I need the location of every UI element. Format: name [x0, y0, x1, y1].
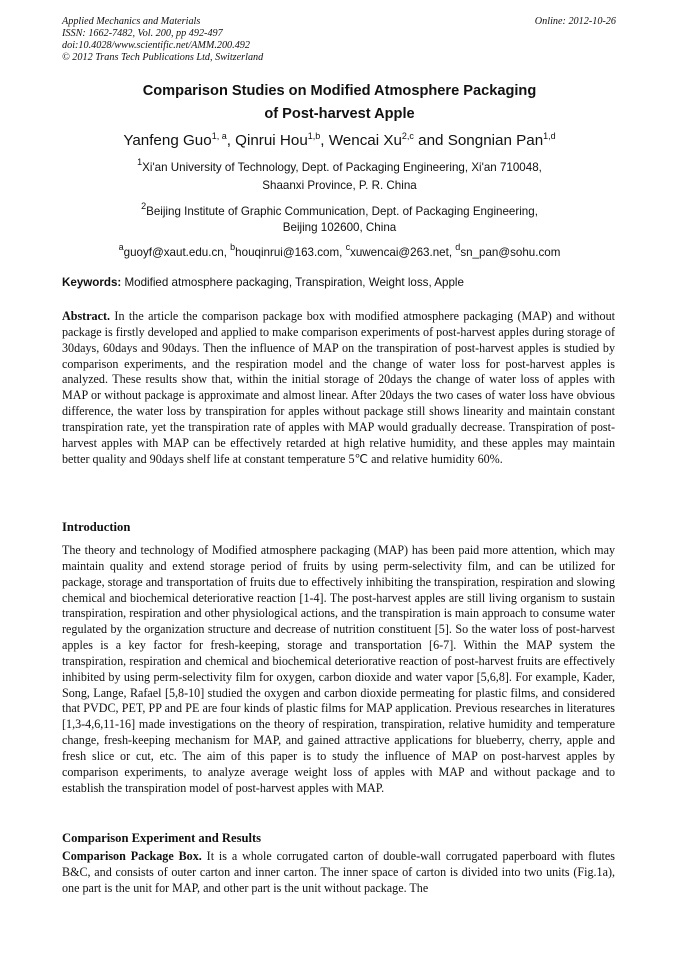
doi-line: doi:10.4028/www.scientific.net/AMM.200.492 — [62, 40, 250, 51]
section-heading-introduction: Introduction — [62, 520, 131, 534]
paper-title-line-1: Comparison Studies on Modified Atmosphere Packaging — [142, 83, 537, 99]
affiliation-1-line-2: Shaanxi Province, P. R. China — [262, 179, 417, 192]
email-sup: c — [345, 242, 351, 252]
email-address: sn_pan@sohu.com — [460, 246, 561, 259]
author-name: Wencai Xu — [328, 132, 402, 149]
affiliation-sup: 1 — [137, 157, 143, 167]
affiliation-text: Beijing Institute of Graphic Communication, Dept. of Packaging Engineering, — [146, 205, 538, 218]
issn-line: ISSN: 1662-7482, Vol. 200, pp 492-497 — [62, 28, 223, 39]
journal-info — [62, 16, 263, 64]
introduction-paragraph: The theory and technology of Modified atmosphere packaging (MAP) has been paid more attention, which may maintain quality and extend storage period of fruits by using perm-selectivity film, and can be utilized for package, storage and transportation of fruits due to effectively inhibiting the transpiration, respiration and slowing chemical and biochemical deteriorative reaction [1-4]. The post-harvest apples are still living organism to sustain transpiration, respiration and other physiological actions, and the transpiration is main approach to consume water regulated by the organization structure and decrease of nutrition constituent [5]. So the water loss of post-harvest apples is a key factor for fresh-keeping, storage and transportation [6-7]. Within the MAP system the transpiration, respiration and chemical and biochemical deteriorative reaction of post-harvest fruits are effectively inhibited by using perm-selectivity film for oxygen, carbon dioxide and water vapor [5,6,8]. For example, Kader, Song, Lange, Rafael [5,8-10] studied the oxygen and carbon dioxide permeating for plastic films, and considered that PVDC, PET, PP and PE are four kinds of plastic films for MAP application. Previous researches in literatures [1,3-4,6,11-16] made investigations on the theory of respiration, transpiration, relative humidity and temperature change, fresh-keeping mechanism for MAP, and gained attractive applications for blueberry, cherry, apple and fresh slice or cut, etc. The aim of this paper is to study the influence of MAP on post-harvest apples by comparison experiments, to analyze average weight loss of apples with MAP and without package and to establish the transpiration model of post-harvest apples with MAP. — [62, 543, 615, 795]
affiliation-2-line-2: Beijing 102600, China — [282, 221, 397, 234]
email-sup: a — [118, 242, 124, 252]
author-name: Qinrui Hou — [235, 132, 308, 149]
author-sup: 1, a — [211, 131, 227, 141]
author-name: Songnian Pan — [447, 132, 544, 149]
author-name: Yanfeng Guo — [123, 132, 212, 149]
email-address: guoyf@xaut.edu.cn, — [123, 246, 231, 259]
email-address: houqinrui@163.com, — [235, 246, 346, 259]
abstract-text: In the article the comparison package box with modified atmosphere packaging (MAP) and without package is firstly developed and applied to make comparison experiments of post-harvest apples during storage of 30days, 60days and 90days. Then the influence of MAP on the transpiration of post-harvest apples is studied by comparison experiments, and the respiration model and the change of water loss for post-harvest apples is analyzed. These results show that, within the initial storage of 20days the change of water loss of apples with MAP or without package is approximate and almost linear. After 20days the two cases of water loss have obvious difference, the water loss by transpiration for apples without package still shows linearity and maintain constant transpiration rate, yet the transpiration rate of apples with MAP would gradually decrease. Transpiration of post-harvest apples with MAP can be effectively retarded at high relative humidity, and these apples may maintain better quality and 90days shelf life at constant temperature 5℃ and relative humidity 60%. — [62, 309, 615, 466]
email-address: xuwencai@263.net, — [350, 246, 456, 259]
keywords-label: Keywords: — [62, 276, 122, 289]
author-list: Yanfeng Guo$^{1, a}$, Qinrui Hou$^{1,b}$, Wencai Xu$^{2,c}$ and Songnian Pan$^{1,d}$ — [123, 131, 556, 149]
author-sup: 2,c — [401, 131, 414, 141]
paper-title-line-2: of Post-harvest Apple — [264, 106, 415, 122]
author-conjunction: and — [418, 132, 444, 149]
subsection-label: Comparison Package Box. — [62, 849, 202, 863]
keywords — [62, 276, 617, 289]
journal-name: Applied Mechanics and Materials — [62, 16, 201, 27]
online-date: Online: 2012-10-26 — [534, 16, 616, 27]
experiment-paragraph — [62, 849, 615, 897]
section-heading-experiment: Comparison Experiment and Results — [62, 831, 262, 845]
copyright-line: © 2012 Trans Tech Publications Ltd, Switzerland — [62, 52, 264, 63]
email-line — [62, 242, 617, 259]
affiliation-2-line-1 — [62, 201, 617, 218]
author-sup: 1,b — [307, 131, 321, 141]
abstract — [62, 309, 615, 467]
email-sup: b — [230, 242, 236, 252]
email-sup: d — [455, 242, 461, 252]
affiliation-text: Xi'an University of Technology, Dept. of Packaging Engineering, Xi'an 710048, — [142, 161, 542, 174]
affiliation-1-line-1 — [62, 157, 617, 174]
author-sup: 1,d — [543, 131, 556, 141]
subsection-text: It is a whole corrugated carton of double-wall corrugated paperboard with flutes B&C, and consists of outer carton and inner carton. The inner space of carton is divided into two units (Fig.1a), one part is the unit for MAP, and other part is the unit without package. The — [62, 849, 615, 895]
abstract-label: Abstract. — [62, 309, 111, 323]
affiliation-sup: 2 — [141, 201, 147, 211]
keywords-text: Modified atmosphere packaging, Transpiration, Weight loss, Apple — [121, 276, 464, 289]
